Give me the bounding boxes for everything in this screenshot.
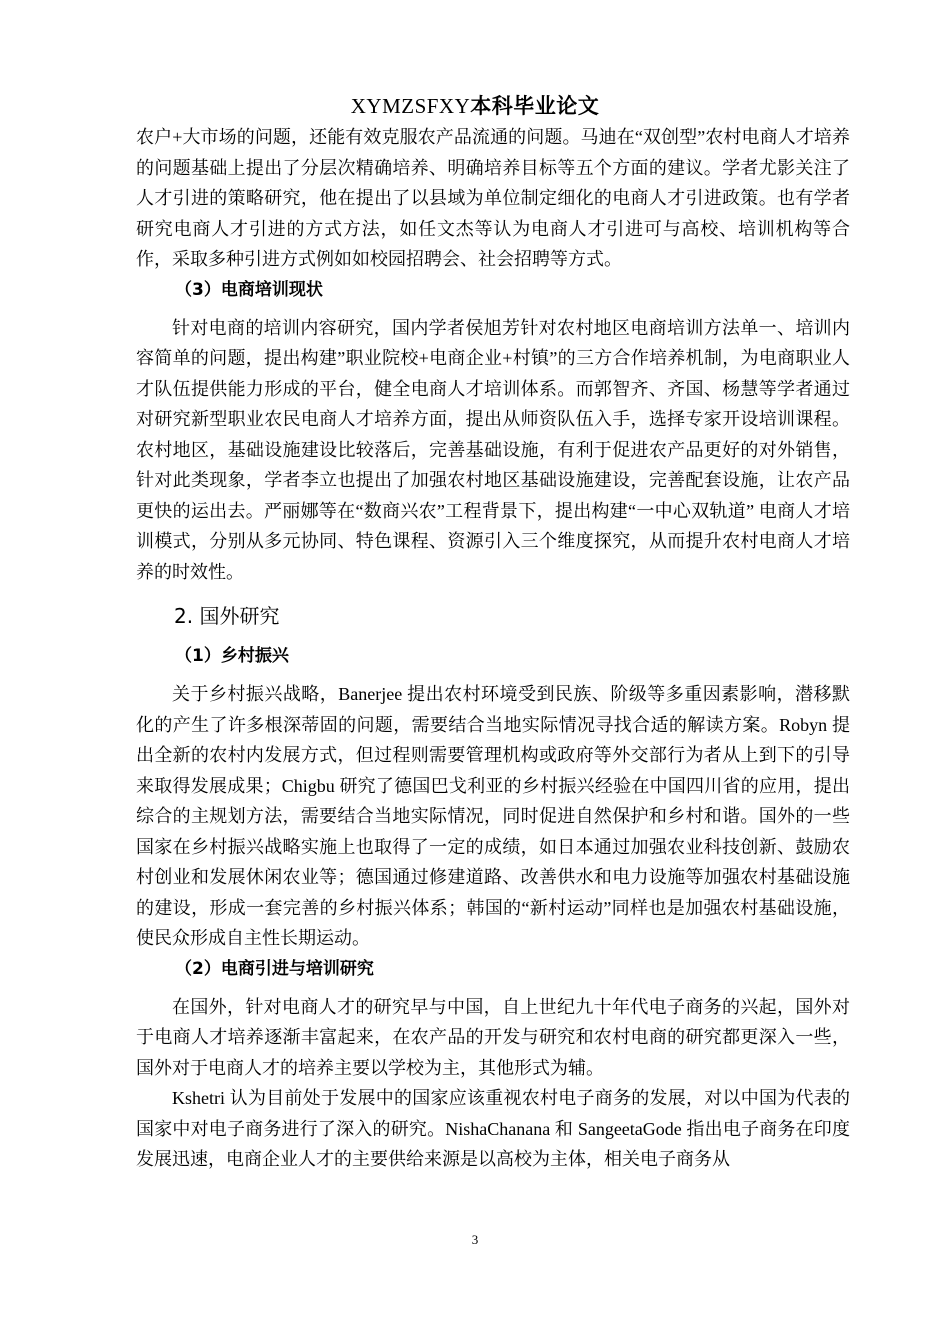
subheading-ecommerce-talent: （2）电商引进与培训研究 bbox=[175, 958, 374, 979]
paragraph-rural-revitalization: 关于乡村振兴战略，Banerjee 提出农村环境受到民族、阶级等多重因素影响，潜移默化的产生了许多根深蒂固的问题，需要结合当地实际情况寻找合适的解读方案。Robyn 提出全新的农村内发展方式，但过程则需要管理机构或政府等外交部行为者从上到下的引导来取得发展成果；Chigbu 研究了德国巴戈利亚的乡村振兴经验在中国四川省的应用，提出综合的主规划方法，需要结合当地实际情况，同时促进自然保护和乡村和谐。国外的一些国家在乡村振兴战略实施上也取得了一定的成绩，如日本通过加强农业科技创新、鼓励农村创业和发展休闲农业等；德国通过修建道路、改善供水和电力设施等加强农村基础设施的建设，形成一套完善的乡村振兴体系；韩国的“新村运动”同样也是加强农村基础设施，使民众形成自主性长期运动。 bbox=[136, 684, 850, 948]
page-number: 3 bbox=[471, 1232, 479, 1247]
subheading-rural-revitalization: （1）乡村振兴 bbox=[175, 646, 289, 666]
paragraph-training-research: 针对电商的培训内容研究，国内学者侯旭芳针对农村地区电商培训方法单一、培训内容简单的问题，提出构建”职业院校+电商企业+村镇”的三方合作培养机制，为电商职业人才队伍提供能力形成的平台，健全电商人才培训体系。而郭智齐、齐国、杨慧等学者通过对研究新型职业农民电商人才培养方面，提出从师资队伍入手，选择专家开设培训课程。农村地区，基础设施建设比较落后，完善基础设施，有利于促进农产品更好的对外销售，针对此类现象，学者李立也提出了加强农村地区基础设施建设，完善配套设施，让农产品更快的运出去。严丽娜等在“数商兴农”工程背景下，提出构建“一中心双轨道” 电商人才培训模式，分别从多元协同、特色课程、资源引入三个维度探究，从而提升农村电商人才培养的时效性。 bbox=[136, 317, 850, 582]
section-title-foreign-research: 2. 国外研究 bbox=[174, 604, 280, 628]
header-code: XYMZSFXY bbox=[350, 94, 471, 118]
header-title: 本科毕业论文 bbox=[470, 93, 600, 118]
page-header bbox=[0, 93, 950, 119]
paragraph-continued: 农户+大市场的问题，还能有效克服农产品流通的问题。马迪在“双创型”农村电商人才培养的问题基础上提出了分层次精确培养、明确培养目标等五个方面的建议。学者尤影关注了人才引进的策略研究，他在提出了以县域为单位制定细化的电商人才引进政策。也有学者研究电商人才引进的方式方法，如任文杰等认为电商人才引进可与高校、培训机构等合作，采取多种引进方式例如如校园招聘会、社会招聘等方式。 bbox=[136, 127, 850, 269]
paragraph-foreign-talent: 在国外，针对电商人才的研究早与中国，自上世纪九十年代电子商务的兴起，国外对于电商人才培养逐渐丰富起来，在农产品的开发与研究和农村电商的研究都更深入一些，国外对于电商人才的培养主要以学校为主，其他形式为辅。 bbox=[136, 996, 850, 1078]
paragraph-kshetri: Kshetri 认为目前处于发展中的国家应该重视农村电子商务的发展，对以中国为代表的国家中对电子商务进行了深入的研究。NishaChanana 和 SangeetaGode 指出电子商务在印度发展迅速，电商企业人才的主要供给来源是以高校为主体，相关电子商务从 bbox=[136, 1088, 851, 1169]
body-text bbox=[136, 122, 850, 1175]
subheading-training-status: （3）电商培训现状 bbox=[175, 279, 323, 300]
